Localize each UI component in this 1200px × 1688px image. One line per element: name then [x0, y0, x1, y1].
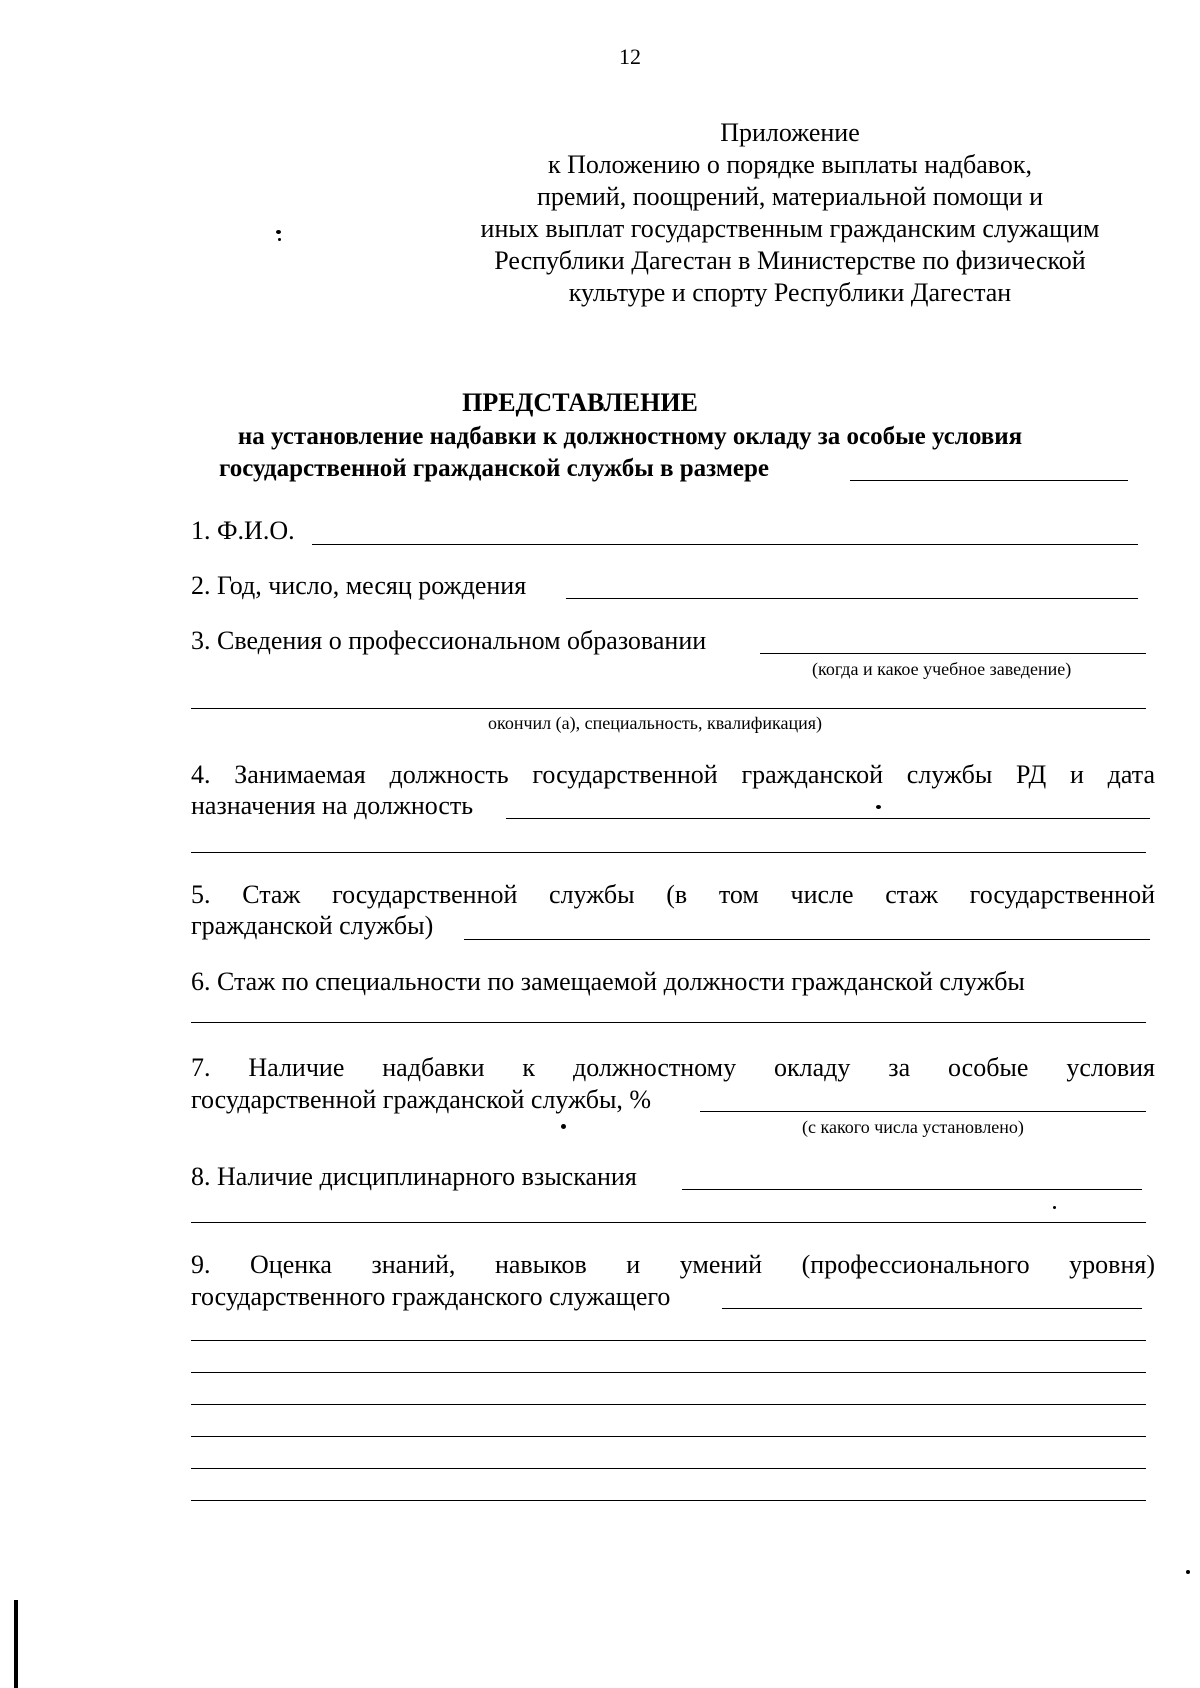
- field-4-label-line1: 4. Занимаемая должность государственной гражданской службы РД и дата: [191, 760, 1155, 789]
- field-7-label-line2: государственной гражданской службы, %: [191, 1085, 652, 1114]
- scan-speck: [1053, 1206, 1056, 1209]
- field-9-label-line1: 9. Оценка знаний, навыков и умений (профессионального уровня): [191, 1250, 1155, 1279]
- field-7-line[interactable]: [700, 1111, 1146, 1112]
- field-8-label: 8. Наличие дисциплинарного взыскания: [191, 1162, 637, 1191]
- document-title: ПРЕДСТАВЛЕНИЕ: [462, 388, 698, 417]
- page-number: 12: [619, 44, 641, 69]
- field-9-line-6[interactable]: [191, 1468, 1146, 1469]
- field-9-line-5[interactable]: [191, 1436, 1146, 1437]
- appendix-line: культуре и спорту Республики Дагестан: [568, 278, 1012, 307]
- amount-blank-line[interactable]: [850, 480, 1128, 481]
- appendix-line: премий, поощрений, материальной помощи и: [536, 182, 1044, 211]
- field-9-line-4[interactable]: [191, 1404, 1146, 1405]
- field-9-line[interactable]: [722, 1308, 1142, 1309]
- field-1-label: 1. Ф.И.О.: [191, 516, 295, 545]
- field-9-line-2[interactable]: [191, 1340, 1146, 1341]
- appendix-line: к Положению о порядке выплаты надбавок,: [548, 150, 1032, 179]
- field-3-hint-1: (когда и какое учебное заведение): [812, 659, 1072, 679]
- scan-speck: [276, 230, 281, 234]
- field-3-label: 3. Сведения о профессиональном образовании: [191, 626, 707, 655]
- field-7-hint: (с какого числа установлено): [802, 1117, 1024, 1137]
- field-3-hint-2: окончил (а), специальность, квалификация): [488, 713, 823, 733]
- document-subtitle-line1: на установление надбавки к должностному окладу за особые условия: [237, 423, 1023, 450]
- field-5-label-line2: гражданской службы): [191, 911, 434, 940]
- field-7-label-line1: 7. Наличие надбавки к должностному окладу за особые условия: [191, 1053, 1155, 1082]
- field-6-label: 6. Стаж по специальности по замещаемой должности гражданской службы: [191, 967, 1025, 996]
- scan-speck: [876, 805, 881, 809]
- field-3-line-2[interactable]: [191, 708, 1146, 709]
- field-2-label: 2. Год, число, месяц рождения: [191, 571, 527, 600]
- appendix-block: [440, 118, 1140, 310]
- field-3-line[interactable]: [760, 653, 1146, 654]
- field-4-label-line2: назначения на должность: [191, 791, 474, 820]
- field-5-line[interactable]: [464, 939, 1150, 940]
- scan-speck: [1186, 1570, 1190, 1574]
- appendix-line: Республики Дагестан в Министерстве по физической: [494, 246, 1086, 275]
- field-2-line[interactable]: [566, 598, 1138, 599]
- field-4-line-2[interactable]: [191, 852, 1146, 853]
- appendix-line: иных выплат государственным гражданским служащим: [480, 214, 1100, 243]
- document-subtitle-line2: государственной гражданской службы в размере: [219, 455, 769, 482]
- field-4-line[interactable]: [506, 818, 1150, 819]
- field-5-label-line1: 5. Стаж государственной службы (в том числе стаж государственной: [191, 880, 1155, 909]
- field-6-line[interactable]: [191, 1022, 1146, 1023]
- scan-speck: [278, 238, 281, 241]
- appendix-line: Приложение: [720, 118, 860, 147]
- field-1-line[interactable]: [312, 544, 1138, 545]
- field-8-line[interactable]: [682, 1189, 1142, 1190]
- scan-left-edge-line: [14, 1600, 18, 1688]
- field-8-line-2[interactable]: [191, 1222, 1146, 1223]
- field-9-label-line2: государственного гражданского служащего: [191, 1282, 671, 1311]
- field-9-line-7[interactable]: [191, 1500, 1146, 1501]
- scan-speck: [561, 1124, 566, 1129]
- field-9-line-3[interactable]: [191, 1372, 1146, 1373]
